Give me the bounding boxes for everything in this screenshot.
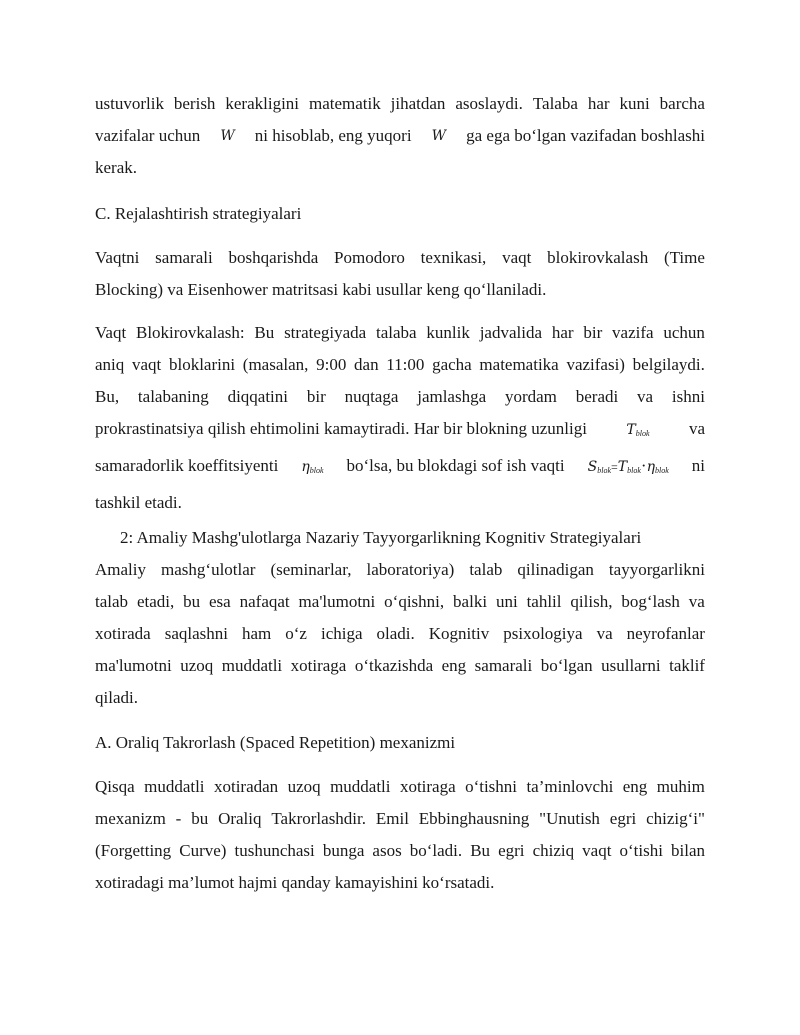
text-span: aniq vaqt bloklarini (masalan, 9:00 dan 11:00 gacha matematika vazifasi) belgilaydi. bbox=[95, 355, 705, 374]
text-span: mexanizm - bu Oraliq Takrorlashdir. Emil Ebbinghausning "Unutish egri chizig‘i" bbox=[95, 809, 705, 828]
text-line: qiladi. bbox=[95, 688, 138, 707]
text-line bbox=[95, 650, 705, 682]
math-formula: $S_{blok}=T_{blok}\cdot\eta_{blok}$ bbox=[587, 456, 669, 475]
text-span: ma'lumotni uzoq muddatli xotiraga o‘tkazishda eng samarali bo‘lgan usullarni taklif bbox=[95, 656, 705, 675]
text-line bbox=[95, 349, 705, 381]
math-t-blok: $T_{blok}$ bbox=[626, 422, 650, 438]
text-span: vazifalar uchun bbox=[95, 126, 201, 145]
math-w: W bbox=[431, 128, 447, 144]
text-span: Qisqa muddatli xotiradan uzoq muddatli xotiraga o‘tishni ta’minlovchi eng muhim bbox=[95, 777, 705, 796]
text-span: va bbox=[688, 419, 705, 438]
text-span: (Forgetting Curve) tushunchasi bunga asos bo‘ladi. Bu egri chiziq vaqt o‘tishi bilan bbox=[95, 841, 705, 860]
section-heading-2: 2: Amaliy Mashg'ulotlarga Nazariy Tayyorgarlikning Kognitiv Strategiyalari bbox=[120, 528, 642, 547]
text-span: ga ega bo‘lgan vazifadan boshlashi bbox=[466, 126, 705, 145]
text-line bbox=[95, 554, 705, 586]
text-span: ni hisoblab, eng yuqori bbox=[254, 126, 412, 145]
text-line: Blocking) va Eisenhower matritsasi kabi usullar keng qo‘llaniladi. bbox=[95, 280, 547, 299]
text-span: Vaqtni samarali boshqarishda Pomodoro texnikasi, vaqt blokirovkalash (Time bbox=[95, 248, 705, 267]
text-line bbox=[95, 835, 705, 867]
text-span: prokrastinatsiya qilish ehtimolini kamaytiradi. Har bir blokning uzunligi bbox=[95, 419, 587, 438]
paragraph-spaced-repetition bbox=[95, 771, 705, 899]
paragraph-time-blocking bbox=[95, 317, 705, 519]
text-span: ustuvorlik berish kerakligini matematik jihatdan asoslaydi. Talaba har kuni barcha bbox=[95, 94, 705, 113]
text-line bbox=[95, 120, 705, 152]
text-line: kerak. bbox=[95, 158, 138, 177]
paragraph-priority bbox=[95, 88, 705, 184]
text-span: talab etadi, bu esa nafaqat ma'lumotni o‘qishni, balki uni tahlil qilish, bog‘lash va bbox=[95, 592, 705, 611]
text-line bbox=[95, 771, 705, 803]
text-span: ni bbox=[691, 456, 705, 475]
paragraph-practical bbox=[95, 554, 705, 714]
text-line bbox=[95, 242, 705, 274]
math-w: W bbox=[220, 128, 235, 144]
text-line: Bu, talabaning diqqatini bir nuqtaga jamlashga yordam beradi va ishni bbox=[95, 387, 705, 406]
text-span: Amaliy mashg‘ulotlar (seminarlar, laboratoriya) talab qilinadigan tayyorgarlikni bbox=[95, 560, 705, 579]
section-heading-a: A. Oraliq Takrorlash (Spaced Repetition) mexanizmi bbox=[95, 733, 456, 752]
text-line bbox=[95, 88, 705, 120]
text-span: Vaqt Blokirovkalash: Bu strategiyada talaba kunlik jadvalida har bir vazifa uchun bbox=[95, 323, 705, 342]
text-line: tashkil etadi. bbox=[95, 493, 182, 512]
text-line: xotirada saqlashni ham o‘z ichiga oladi. Kognitiv psixologiya va neyrofanlar bbox=[95, 624, 705, 643]
text-line bbox=[95, 317, 705, 349]
text-line bbox=[95, 413, 705, 450]
text-span: samaradorlik koeffitsiyenti bbox=[95, 456, 279, 475]
text-line: xotiradagi ma’lumot hajmi qanday kamayishini ko‘rsatadi. bbox=[95, 873, 495, 892]
text-line bbox=[95, 586, 705, 618]
text-line bbox=[95, 803, 705, 835]
text-line bbox=[95, 450, 705, 487]
paragraph-techniques bbox=[95, 242, 705, 306]
section-heading-c: C. Rejalashtirish strategiyalari bbox=[95, 204, 302, 223]
text-span: bo‘lsa, bu blokdagi sof ish vaqti bbox=[346, 456, 565, 475]
math-eta-blok: $\eta_{blok}$ bbox=[301, 459, 324, 475]
